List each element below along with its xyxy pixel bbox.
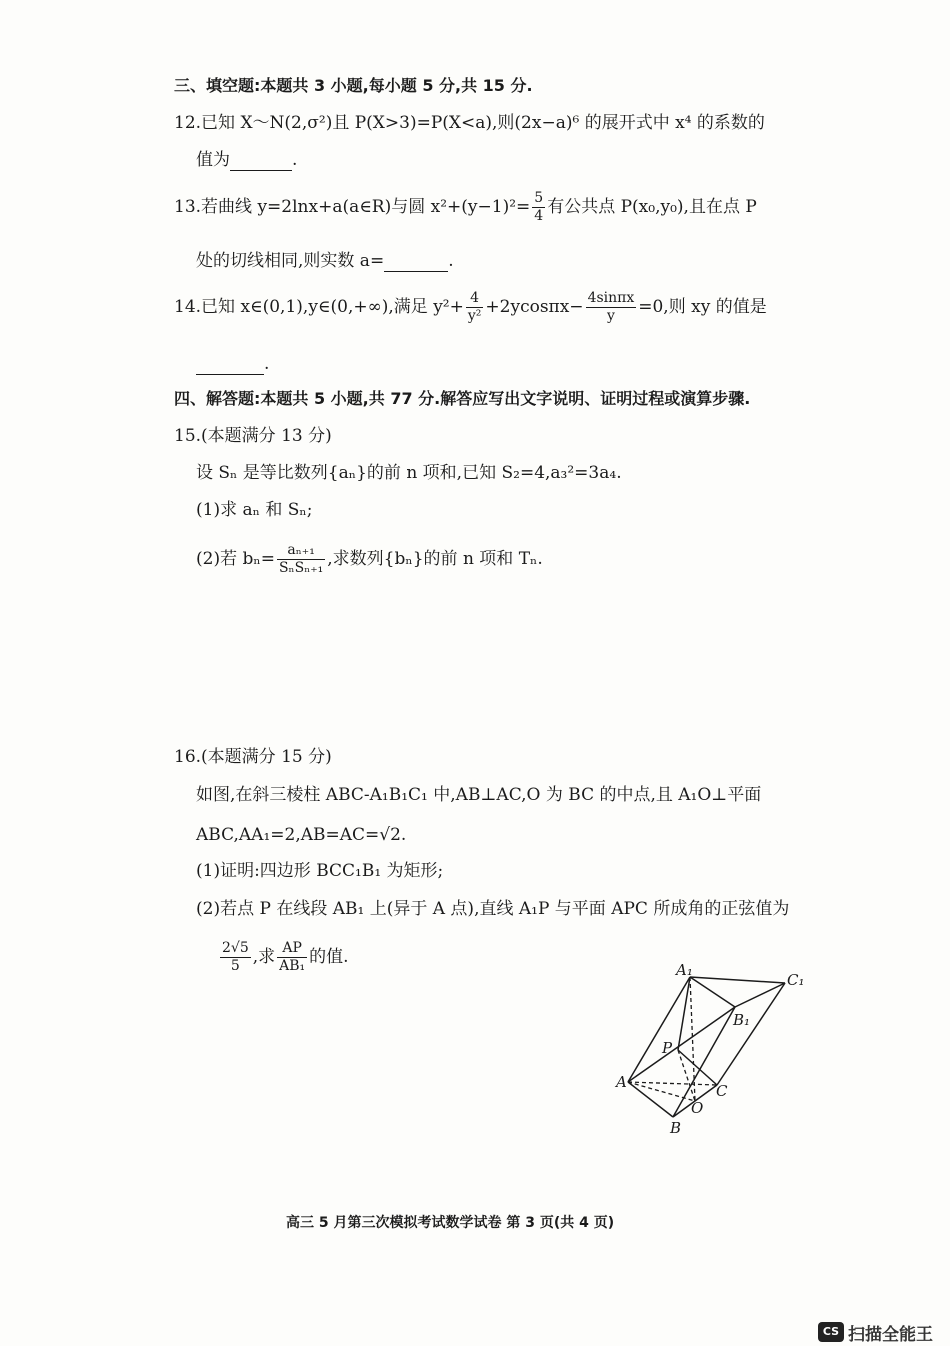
camscanner-text: 扫描全能王 xyxy=(848,1325,933,1345)
segment-a-b1 xyxy=(628,1007,735,1082)
label-p: P xyxy=(662,1039,673,1057)
q13-frac-den: 4 xyxy=(534,208,544,224)
q16-part-1: (1)证明:四边形 BCC₁B₁ 为矩形; xyxy=(196,861,444,881)
q14-line-2-end: . xyxy=(264,354,270,374)
q13-frac-num: 5 xyxy=(534,190,544,206)
q14-frac2-den: y xyxy=(606,308,615,324)
dashed-a-o xyxy=(628,1082,695,1101)
q15-frac-den: SₙSₙ₊₁ xyxy=(278,560,324,576)
q14-line-2 xyxy=(196,352,269,375)
q16-part-2-mid: ,求 xyxy=(252,947,276,967)
q15-part-2-text-a: (2)若 bₙ= xyxy=(196,549,275,569)
q13-line-1 xyxy=(174,190,757,225)
q16-part-2-line-1: (2)若点 P 在线段 AB₁ 上(异于 A 点),直线 A₁P 与平面 APC 所成角的正弦值为 xyxy=(196,899,790,919)
q13-fraction xyxy=(532,190,545,225)
q15-fraction xyxy=(277,542,325,577)
q14-text-a: 14.已知 x∈(0,1),y∈(0,+∞),满足 y²+ xyxy=(174,297,464,317)
q16-stem-line-1: 如图,在斜三棱柱 ABC-A₁B₁C₁ 中,AB⊥AC,O 为 BC 的中点,且 A₁O⊥平面 xyxy=(196,785,762,805)
label-a1: A₁ xyxy=(676,961,693,979)
q14-answer-blank xyxy=(196,352,264,375)
q13-line-2-text: 处的切线相同,则实数 a= xyxy=(196,251,385,271)
q14-frac1-den: y² xyxy=(467,308,482,324)
label-b1: B₁ xyxy=(733,1011,751,1029)
segment-p-c xyxy=(678,1050,717,1085)
q12-line-1: 12.已知 X～N(2,σ²)且 P(X>3)=P(X<a),则(2x−a)⁶ 的展开式中 x⁴ 的系数的 xyxy=(174,113,765,133)
q15-part-1: (1)求 aₙ 和 Sₙ; xyxy=(196,500,313,520)
q15-part-2 xyxy=(196,542,543,577)
q13-answer-blank xyxy=(384,249,448,272)
q12-answer-blank xyxy=(230,148,292,171)
q16-title: 16.(本题满分 15 分) xyxy=(174,747,332,767)
q15-stem: 设 Sₙ 是等比数列{aₙ}的前 n 项和,已知 S₂=4,a₃²=3a₄. xyxy=(196,463,622,483)
q14-fraction-2 xyxy=(586,290,637,325)
q16-fraction-sine xyxy=(220,940,251,975)
edge-c1-c xyxy=(717,983,785,1085)
q16-frac-sine-num: 2√5 xyxy=(222,940,249,956)
q16-frac-sine-den: 5 xyxy=(230,958,240,974)
label-c: C xyxy=(716,1082,728,1100)
q13-text-b: 有公共点 P(x₀,y₀),且在点 P xyxy=(547,197,757,217)
label-o: O xyxy=(691,1099,704,1117)
q16-frac-ratio-num: AP xyxy=(277,940,307,958)
scanner-watermark xyxy=(818,1322,950,1346)
section-4-heading: 四、解答题:本题共 5 小题,共 77 分.解答应写出文字说明、证明过程或演算步骤. xyxy=(174,389,751,408)
q16-part-2-line-2 xyxy=(218,940,349,975)
prism-figure xyxy=(600,955,820,1140)
q14-text-b: +2ycosπx− xyxy=(485,297,584,317)
q16-part-2-end: 的值. xyxy=(309,947,349,967)
q14-frac2-num: 4sinπx xyxy=(587,290,635,306)
q12-line-2 xyxy=(196,148,297,171)
q15-part-2-text-b: ,求数列{bₙ}的前 n 项和 Tₙ. xyxy=(327,549,543,569)
q16-frac-ratio-den: AB₁ xyxy=(279,958,306,974)
q13-line-2-end: . xyxy=(448,251,454,271)
label-c1: C₁ xyxy=(787,971,805,989)
q12-line-2-text: 值为 xyxy=(196,150,230,170)
q15-frac-num: aₙ₊₁ xyxy=(277,542,325,560)
label-b: B xyxy=(670,1119,682,1137)
label-a: A xyxy=(616,1073,627,1091)
q14-frac1-num: 4 xyxy=(466,290,484,308)
q13-line-2 xyxy=(196,249,454,272)
camscanner-logo-icon: CS xyxy=(818,1322,844,1342)
q16-fraction-ratio xyxy=(277,940,307,975)
q14-line-1 xyxy=(174,290,767,325)
edge-a1-b1 xyxy=(690,977,735,1007)
q13-text-a: 13.若曲线 y=2lnx+a(a∈R)与圆 x²+(y−1)²= xyxy=(174,197,531,217)
q12-line-2-end: . xyxy=(292,150,298,170)
edge-a-b xyxy=(628,1082,673,1117)
q14-text-c: =0,则 xy 的值是 xyxy=(638,297,767,317)
q15-title: 15.(本题满分 13 分) xyxy=(174,426,332,446)
section-3-heading: 三、填空题:本题共 3 小题,每小题 5 分,共 15 分. xyxy=(174,76,533,95)
q14-fraction-1 xyxy=(466,290,484,325)
dashed-a-c xyxy=(628,1082,717,1085)
q16-stem-line-2: ABC,AA₁=2,AB=AC=√2. xyxy=(196,825,407,845)
edge-a1-c1 xyxy=(690,977,785,983)
page-footer: 高三 5 月第三次模拟考试数学试卷 第 3 页(共 4 页) xyxy=(286,1215,615,1231)
